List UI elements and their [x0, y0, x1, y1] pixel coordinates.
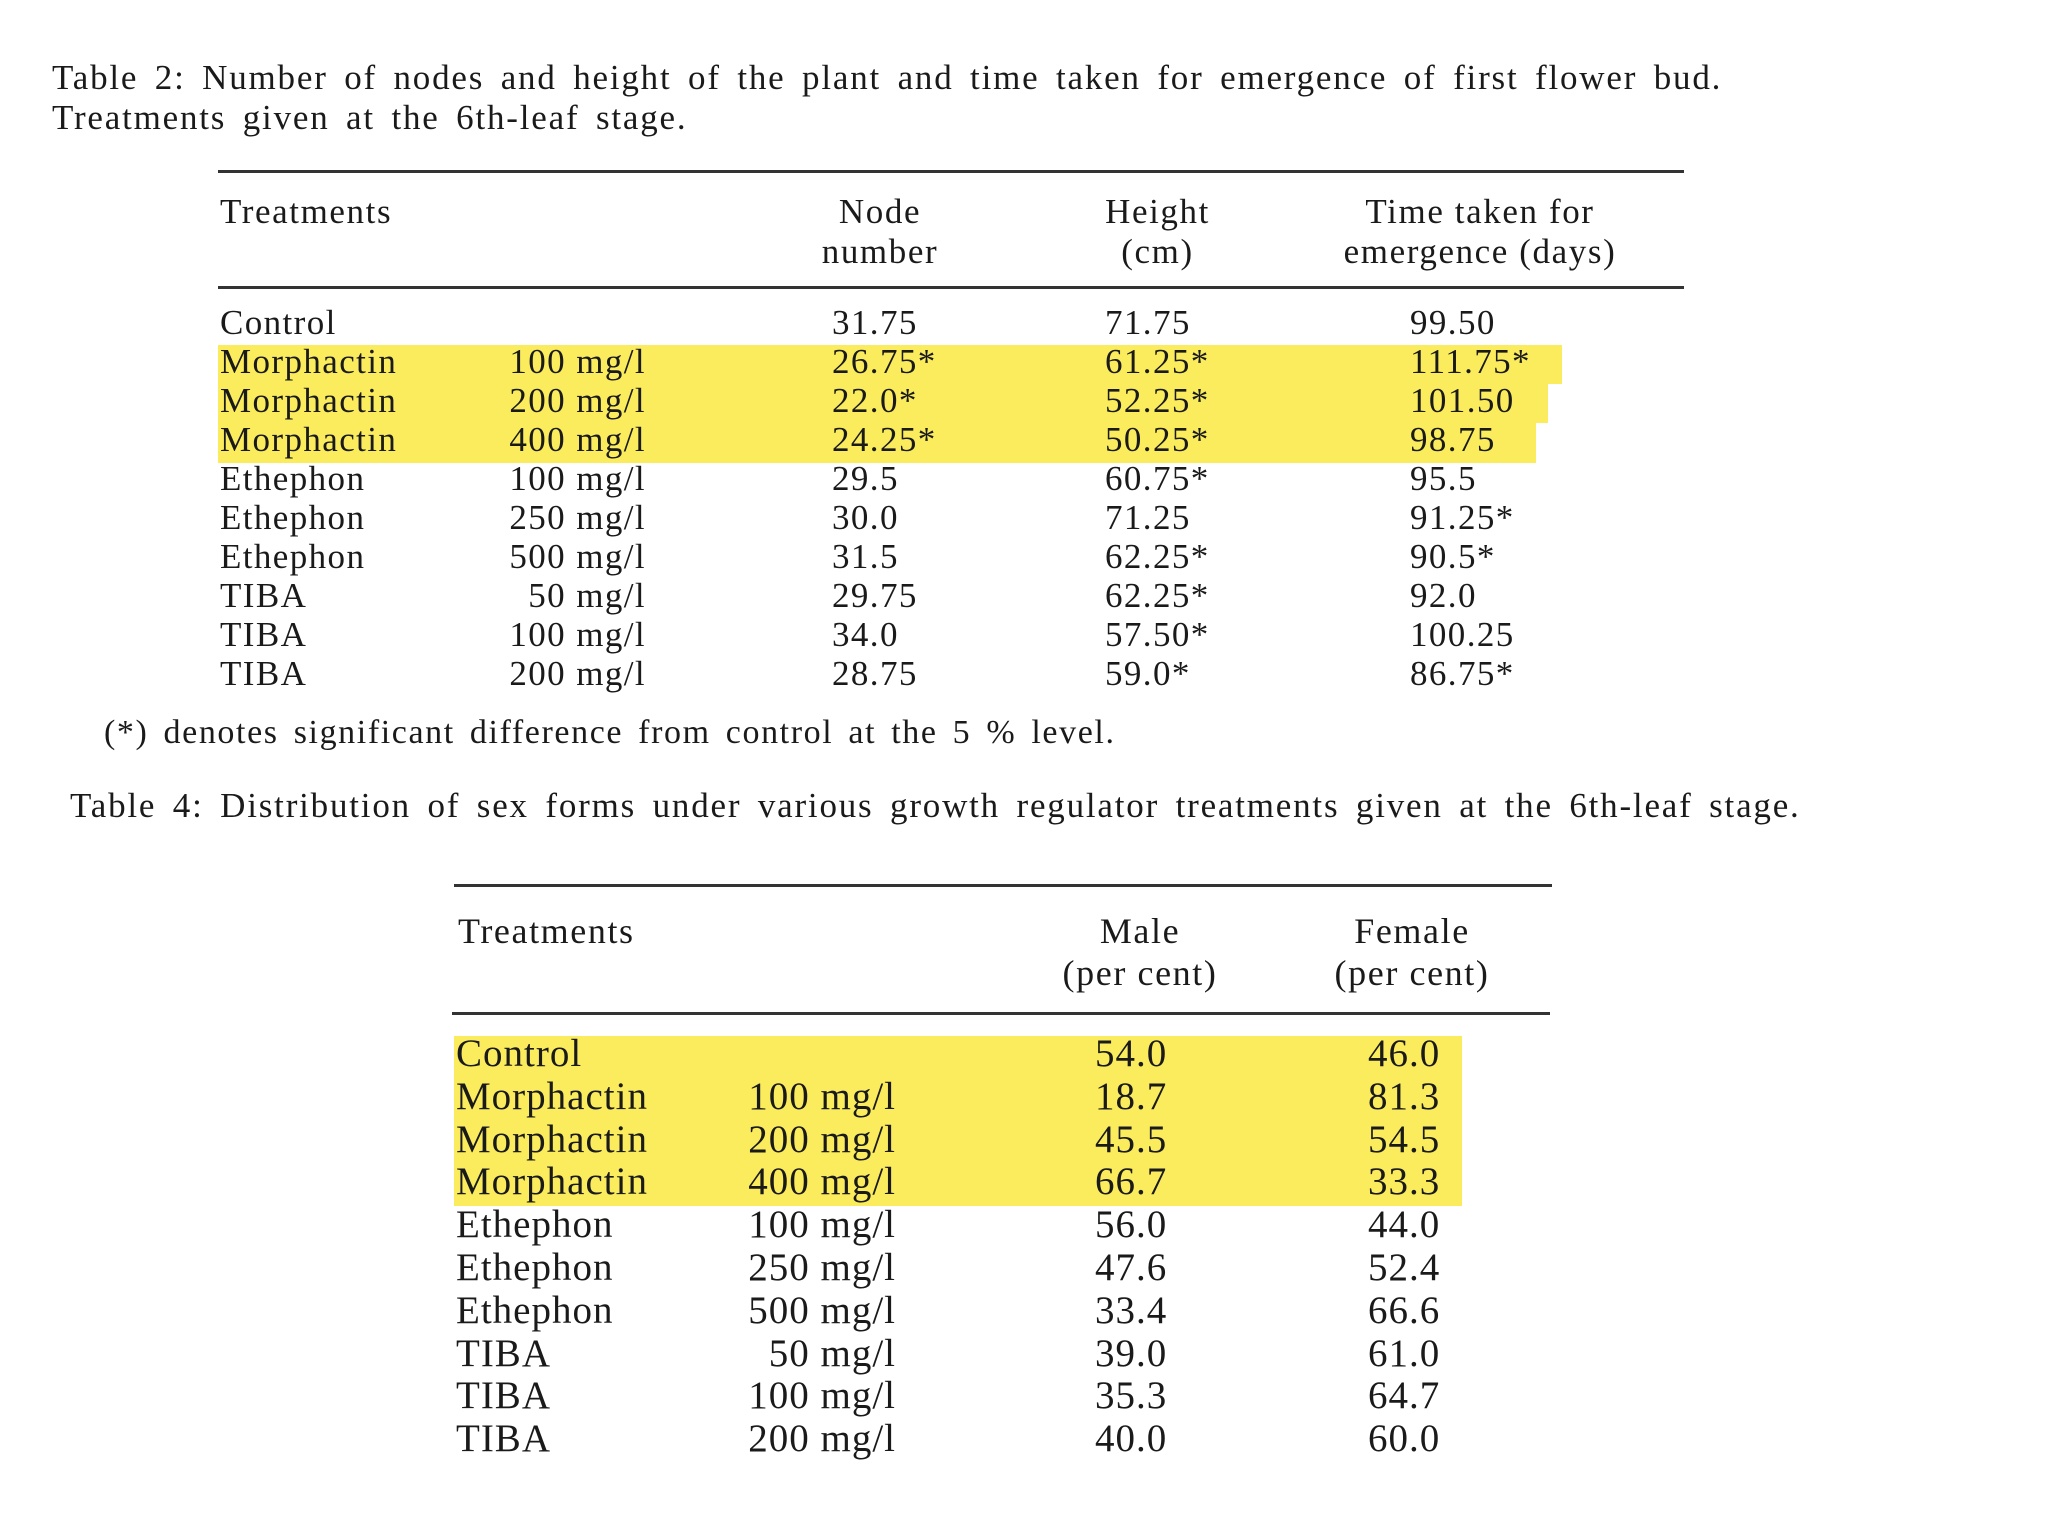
- table2-height-cell: 71.25: [1105, 498, 1191, 537]
- table2-concentration-cell: 50 mg/l: [528, 576, 646, 615]
- table4-concentration-cell: 50 mg/l: [768, 1332, 896, 1375]
- table2-time-cell: 90.5*: [1410, 537, 1496, 576]
- table2-row: [0, 577, 2048, 615]
- table2-row: [0, 304, 2048, 342]
- table4-male-cell: 45.5: [1095, 1118, 1168, 1161]
- table2-row: [0, 460, 2048, 498]
- table2-row: [0, 343, 2048, 381]
- table4-female-cell: 81.3: [1368, 1075, 1441, 1118]
- table2-footnote: (*) denotes significant difference from control at the 5 % level.: [104, 714, 1116, 751]
- table2-row: [0, 382, 2048, 420]
- table4-male-cell: 33.4: [1095, 1289, 1168, 1332]
- table4-row: [0, 1203, 2048, 1246]
- table2-concentration-cell: 500 mg/l: [509, 537, 646, 576]
- table2-node-cell: 29.75: [832, 576, 918, 615]
- table2-concentration-cell: 100 mg/l: [509, 459, 646, 498]
- table2-treatment-cell: Control: [220, 303, 337, 342]
- table4-concentration-cell: 200 mg/l: [748, 1118, 896, 1161]
- table4-header-female-line1: Female: [1354, 911, 1470, 951]
- table4-concentration-cell: 400 mg/l: [748, 1160, 896, 1203]
- table2-treatment-cell: Morphactin: [220, 420, 398, 459]
- table2-treatment-cell: Ethephon: [220, 498, 366, 537]
- table4-row: [0, 1246, 2048, 1289]
- table2-time-cell: 91.25*: [1410, 498, 1515, 537]
- table2-height-cell: 59.0*: [1105, 654, 1191, 693]
- table2-time-cell: 86.75*: [1410, 654, 1515, 693]
- table4-male-cell: 18.7: [1095, 1075, 1168, 1118]
- table2-header-node: [790, 192, 970, 272]
- table2-height-cell: 60.75*: [1105, 459, 1210, 498]
- table4-row: [0, 1075, 2048, 1118]
- table2-concentration-cell: 400 mg/l: [509, 420, 646, 459]
- table2-row: [0, 655, 2048, 693]
- table4-female-cell: 60.0: [1368, 1417, 1441, 1460]
- table4-caption: Table 4: Distribution of sex forms under various growth regulator treatments given at the 6th-leaf stage.: [70, 786, 1801, 825]
- table2-treatment-cell: Morphactin: [220, 342, 398, 381]
- table2-header-height-line2: (cm): [1121, 232, 1194, 271]
- table4-row: [0, 1417, 2048, 1460]
- table2-concentration-cell: 100 mg/l: [509, 615, 646, 654]
- table4-row: [0, 1032, 2048, 1075]
- table4-concentration-cell: 100 mg/l: [748, 1203, 896, 1246]
- table4-treatment-cell: Morphactin: [456, 1160, 648, 1203]
- table4-male-cell: 47.6: [1095, 1246, 1168, 1289]
- table4-header-male-line2: (per cent): [1062, 953, 1218, 993]
- table2-height-cell: 62.25*: [1105, 576, 1210, 615]
- table2-time-cell: 100.25: [1410, 615, 1515, 654]
- table4-treatment-cell: TIBA: [456, 1332, 551, 1375]
- table2-concentration-cell: 100 mg/l: [509, 342, 646, 381]
- table4-female-cell: 61.0: [1368, 1332, 1441, 1375]
- table2-header-node-line1: Node: [838, 192, 922, 231]
- table2-treatment-cell: TIBA: [220, 615, 308, 654]
- table4-concentration-cell: 250 mg/l: [748, 1246, 896, 1289]
- table4-concentration-cell: 100 mg/l: [748, 1075, 896, 1118]
- table4-female-cell: 33.3: [1368, 1160, 1441, 1203]
- table2-node-cell: 30.0: [832, 498, 899, 537]
- table2-header-time: [1310, 192, 1650, 272]
- table2-top-rule: [218, 170, 1684, 173]
- table4-treatment-cell: Ethephon: [456, 1246, 614, 1289]
- table4-male-cell: 39.0: [1095, 1332, 1168, 1375]
- table4-treatment-cell: Ethephon: [456, 1203, 614, 1246]
- table4-header-female-line2: (per cent): [1334, 953, 1490, 993]
- table4-female-cell: 64.7: [1368, 1374, 1441, 1417]
- table2-height-cell: 52.25*: [1105, 381, 1210, 420]
- table4-male-cell: 35.3: [1095, 1374, 1168, 1417]
- table2-node-cell: 34.0: [832, 615, 899, 654]
- table2-treatment-cell: TIBA: [220, 654, 308, 693]
- table4-header-male: [1040, 910, 1240, 994]
- table4-female-cell: 46.0: [1368, 1032, 1441, 1075]
- table4-row: [0, 1289, 2048, 1332]
- table4-concentration-cell: 500 mg/l: [748, 1289, 896, 1332]
- table4-female-cell: 54.5: [1368, 1118, 1441, 1161]
- table4-treatment-cell: Morphactin: [456, 1075, 648, 1118]
- table2-row: [0, 499, 2048, 537]
- table4-row: [0, 1374, 2048, 1417]
- table4-row: [0, 1160, 2048, 1203]
- table2-header-node-line2: number: [821, 232, 939, 271]
- table2-treatment-cell: Ethephon: [220, 459, 366, 498]
- table2-height-cell: 61.25*: [1105, 342, 1210, 381]
- table4-treatment-cell: Control: [456, 1032, 583, 1075]
- table2-height-cell: 62.25*: [1105, 537, 1210, 576]
- table2-treatment-cell: Morphactin: [220, 381, 398, 420]
- table2-time-cell: 92.0: [1410, 576, 1477, 615]
- table4-treatment-cell: TIBA: [456, 1417, 551, 1460]
- table2-time-cell: 99.50: [1410, 303, 1496, 342]
- table2-node-cell: 26.75*: [832, 342, 937, 381]
- table4-male-cell: 54.0: [1095, 1032, 1168, 1075]
- table2-row: [0, 421, 2048, 459]
- table2-node-cell: 29.5: [832, 459, 899, 498]
- table2-height-cell: 57.50*: [1105, 615, 1210, 654]
- table4-row: [0, 1118, 2048, 1161]
- table2-node-cell: 31.5: [832, 537, 899, 576]
- table4-male-cell: 56.0: [1095, 1203, 1168, 1246]
- table2-header-treatments: Treatments: [220, 192, 393, 231]
- table4-female-cell: 52.4: [1368, 1246, 1441, 1289]
- table4-female-cell: 44.0: [1368, 1203, 1441, 1246]
- table2-height-cell: 71.75: [1105, 303, 1191, 342]
- table2-node-cell: 24.25*: [832, 420, 937, 459]
- table2-concentration-cell: 200 mg/l: [509, 381, 646, 420]
- table2-time-cell: 111.75*: [1410, 342, 1531, 381]
- table4-header-treatments: Treatments: [458, 911, 635, 951]
- table2-treatment-cell: TIBA: [220, 576, 308, 615]
- table4-male-cell: 66.7: [1095, 1160, 1168, 1203]
- table2-node-cell: 31.75: [832, 303, 918, 342]
- table2-concentration-cell: 200 mg/l: [509, 654, 646, 693]
- table4-top-rule: [454, 884, 1552, 887]
- table4-concentration-cell: 100 mg/l: [748, 1374, 896, 1417]
- table2-row: [0, 616, 2048, 654]
- table2-time-cell: 101.50: [1410, 381, 1515, 420]
- table2-header-time-line1: Time taken for: [1365, 192, 1595, 231]
- table2-caption: Table 2: Number of nodes and height of the plant and time taken for emergence of first flower bud. Treatments given at the 6th-leaf stage.: [52, 58, 1723, 137]
- table2-treatment-cell: Ethephon: [220, 537, 366, 576]
- table2-node-cell: 22.0*: [832, 381, 918, 420]
- table2-time-cell: 98.75: [1410, 420, 1496, 459]
- table2-header-height-line1: Height: [1105, 192, 1210, 231]
- table4-treatment-cell: TIBA: [456, 1374, 551, 1417]
- table4-treatment-cell: Morphactin: [456, 1118, 648, 1161]
- table4-header-male-line1: Male: [1099, 911, 1181, 951]
- table4-header-female: [1312, 910, 1512, 994]
- table2-concentration-cell: 250 mg/l: [509, 498, 646, 537]
- table2-node-cell: 28.75: [832, 654, 918, 693]
- table4-male-cell: 40.0: [1095, 1417, 1168, 1460]
- table2-header-rule: [218, 286, 1684, 289]
- table2-height-cell: 50.25*: [1105, 420, 1210, 459]
- table2-header-time-line2: emergence (days): [1343, 232, 1617, 271]
- table4-header-rule: [452, 1012, 1550, 1015]
- table4-female-cell: 66.6: [1368, 1289, 1441, 1332]
- table4-concentration-cell: 200 mg/l: [748, 1417, 896, 1460]
- table2-row: [0, 538, 2048, 576]
- table2-time-cell: 95.5: [1410, 459, 1477, 498]
- table4-treatment-cell: Ethephon: [456, 1289, 614, 1332]
- table2-header-height: [1070, 192, 1245, 272]
- table4-row: [0, 1332, 2048, 1375]
